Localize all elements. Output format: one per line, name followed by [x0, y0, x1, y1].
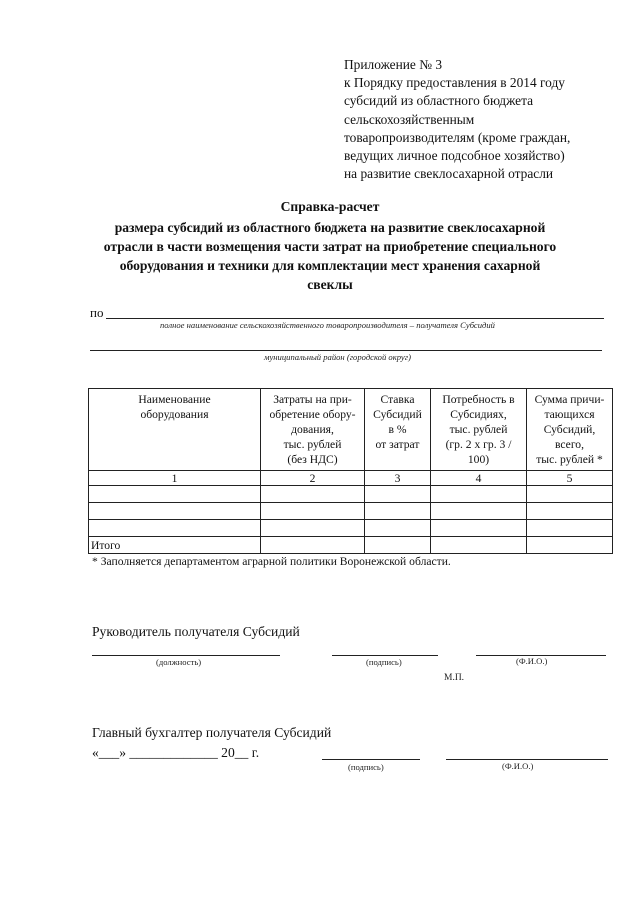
table-cell[interactable]: [365, 486, 431, 503]
table-cell[interactable]: [365, 503, 431, 520]
accountant-fio-caption: (Ф.И.О.): [502, 761, 534, 771]
signature-caption: (подпись): [366, 657, 402, 667]
accountant-signature-caption: (подпись): [348, 762, 384, 772]
table-row: [89, 486, 613, 503]
district-caption: муниципальный район (городской округ): [264, 352, 411, 362]
table-row: [89, 503, 613, 520]
district-line[interactable]: [90, 350, 602, 351]
recipient-name-line[interactable]: [106, 318, 604, 319]
title-line: оборудования и техники для комплектации мест хранения сахарной: [119, 258, 541, 273]
table-cell[interactable]: [365, 520, 431, 537]
appendix-note: [344, 56, 634, 183]
table-cell[interactable]: [431, 486, 527, 503]
table-cell[interactable]: [89, 486, 261, 503]
appendix-line: на развитие свеклосахарной отрасли: [344, 166, 554, 182]
position-caption: (должность): [156, 657, 202, 667]
total-label: Итого: [89, 537, 261, 554]
title-heading: Справка-расчет: [280, 199, 380, 214]
header-costs: Затраты на при- обретение обору- дования, тыс. рублей (без НДС): [261, 389, 365, 471]
column-number: 3: [365, 471, 431, 486]
accountant-signature-title: Главный бухгалтер получателя Субсидий: [92, 725, 332, 740]
table-total-row: [89, 537, 613, 554]
title-line: свеклы: [307, 277, 353, 292]
recipient-name-caption: полное наименование сельскохозяйственного товаропроизводителя – получателя Субсидий: [160, 320, 495, 330]
header-equipment-name: Наименование оборудования: [89, 389, 261, 471]
table-cell[interactable]: [365, 537, 431, 554]
table-header-row: [89, 389, 613, 471]
table-cell[interactable]: [431, 520, 527, 537]
head-signature-title: Руководитель получателя Субсидий: [92, 624, 300, 639]
table-cell[interactable]: [261, 520, 365, 537]
column-number: 1: [89, 471, 261, 486]
table-cell[interactable]: [261, 486, 365, 503]
table-cell[interactable]: [261, 503, 365, 520]
recipient-prefix: по: [90, 305, 104, 320]
footnote: * Заполняется департаментом аграрной политики Воронежской области.: [92, 555, 451, 568]
table-cell[interactable]: [89, 520, 261, 537]
accountant-fio-line[interactable]: [446, 759, 608, 760]
header-total-sum: Сумма причи- тающихся Субсидий, всего, тыс. рублей *: [527, 389, 613, 471]
date-line[interactable]: «___» _____________ 20__ г.: [92, 745, 260, 760]
appendix-line: товаропроизводителям (кроме граждан,: [344, 129, 571, 145]
column-number: 4: [431, 471, 527, 486]
position-line[interactable]: [92, 655, 280, 656]
table-cell[interactable]: [431, 537, 527, 554]
appendix-line: к Порядку предоставления в 2014 году: [344, 75, 566, 91]
table-cell[interactable]: [527, 503, 613, 520]
accountant-signature-line[interactable]: [322, 759, 420, 760]
header-rate: Ставка Субсидий в % от затрат: [365, 389, 431, 471]
fio-caption: (Ф.И.О.): [516, 656, 548, 666]
stamp-place: М.П.: [444, 673, 465, 683]
document-title: [60, 197, 600, 294]
table-cell[interactable]: [431, 503, 527, 520]
title-line: размера субсидий из областного бюджета на развитие свеклосахарной: [114, 220, 546, 235]
appendix-line: субсидий из областного бюджета: [344, 93, 534, 109]
column-number: 5: [527, 471, 613, 486]
appendix-line: Приложение № 3: [344, 57, 443, 72]
table-cell[interactable]: [527, 537, 613, 554]
header-need: Потребность в Субсидиях, тыс. рублей (гр. 2 х гр. 3 / 100): [431, 389, 527, 471]
column-number: 2: [261, 471, 365, 486]
table-row: [89, 520, 613, 537]
table-cell[interactable]: [261, 537, 365, 554]
subsidy-table: [88, 388, 613, 554]
appendix-line: ведущих личное подсобное хозяйство): [344, 148, 565, 164]
head-signature-line[interactable]: [332, 655, 438, 656]
table-cell[interactable]: [89, 503, 261, 520]
table-cell[interactable]: [527, 486, 613, 503]
title-line: отрасли в части возмещения части затрат на приобретение специального: [103, 239, 557, 254]
appendix-line: сельскохозяйственным: [344, 111, 475, 127]
column-number-row: [89, 471, 613, 486]
table-cell[interactable]: [527, 520, 613, 537]
